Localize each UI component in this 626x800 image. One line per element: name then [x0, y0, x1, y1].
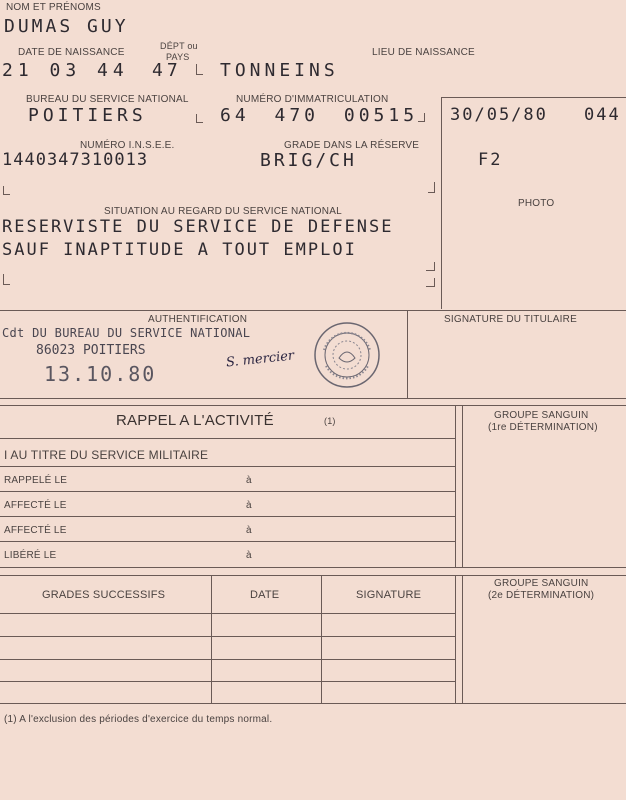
grades-bottom-line [0, 703, 626, 704]
grades-col-line [321, 575, 322, 703]
name-label: NOM ET PRÉNOMS [6, 2, 101, 13]
rappel-note-ref: (1) [324, 416, 336, 426]
immat-label: NUMÉRO D'IMMATRICULATION [236, 94, 389, 105]
dept-value: 47 [152, 60, 182, 81]
auth-divider [407, 310, 408, 398]
photo-box-left [441, 97, 442, 309]
rappel-title: RAPPEL A L'ACTIVITÉ [116, 412, 274, 429]
signature-titulaire-label: SIGNATURE DU TITULAIRE [444, 314, 577, 325]
rappel-row-label: AFFECTÉ LE [4, 500, 67, 511]
rappel-row-a: à [246, 525, 252, 536]
footnote: (1) A l'exclusion des périodes d'exercice du temps normal. [4, 714, 273, 725]
insee-value: 1440347310013 [2, 150, 149, 170]
rappel-divider-2 [462, 405, 463, 568]
grades-row-line [0, 659, 455, 660]
birthplace-label: LIEU DE NAISSANCE [372, 47, 475, 58]
rappel-row-a: à [246, 500, 252, 511]
groupe1-line-1: GROUPE SANGUIN [494, 410, 589, 421]
field-bracket [426, 262, 435, 271]
row-line [0, 541, 455, 542]
dept-label-2: PAYS [166, 52, 190, 62]
dept-label: DÉPT ou [160, 41, 198, 51]
situation-line-1: RESERVISTE DU SERVICE DE DEFENSE [2, 217, 394, 237]
situation-label: SITUATION AU REGARD DU SERVICE NATIONAL [104, 206, 342, 217]
stamp-line-1: Cdt DU BUREAU DU SERVICE NATIONAL [2, 326, 251, 340]
stamp-line-2: 86023 POITIERS [36, 343, 146, 358]
groupe1-line-2: (1re DÉTERMINATION) [488, 422, 598, 433]
rappel-row-a: à [246, 550, 252, 561]
rappel-divider [455, 405, 456, 568]
groupe2-line-1: GROUPE SANGUIN [494, 578, 589, 589]
grades-col-line [211, 575, 212, 703]
row-line [0, 491, 455, 492]
grade-value: BRIG/CH [260, 150, 357, 171]
grades-top-line [0, 575, 626, 576]
grades-divider-2 [462, 575, 463, 703]
rappel-row-label: AFFECTÉ LE [4, 525, 67, 536]
situation-line-2: SAUF INAPTITUDE A TOUT EMPLOI [2, 240, 357, 260]
rappel-row-label: RAPPELÉ LE [4, 475, 68, 486]
rappel-top-line [0, 405, 626, 406]
grades-col-3: SIGNATURE [356, 589, 422, 601]
bureau-label: BUREAU DU SERVICE NATIONAL [26, 94, 189, 105]
photo-box-top [441, 97, 626, 98]
photo-label: PHOTO [518, 198, 555, 209]
rappel-bottom-line [0, 567, 626, 568]
bureau-value: POITIERS [28, 105, 147, 126]
rappel-section-line [0, 466, 455, 467]
grades-row-line [0, 613, 455, 614]
grades-col-1: GRADES SUCCESSIFS [42, 589, 166, 601]
signature: S. mercier [225, 348, 295, 371]
insee-label: NUMÉRO I.N.S.E.E. [80, 140, 175, 151]
side-number: 044 [584, 105, 621, 125]
field-bracket [196, 114, 203, 123]
auth-top-line [0, 310, 626, 311]
official-seal-icon [312, 320, 382, 390]
rappel-row-a: à [246, 475, 252, 486]
grades-col-2: DATE [250, 589, 280, 601]
dob-label: DATE DE NAISSANCE [18, 47, 125, 58]
grades-row-line [0, 681, 455, 682]
birthplace-value: TONNEINS [220, 60, 339, 81]
rappel-row-label: LIBÉRÉ LE [4, 550, 57, 561]
field-bracket [426, 278, 435, 287]
grades-row-line [0, 636, 455, 637]
grade-label: GRADE DANS LA RÉSERVE [284, 140, 420, 151]
auth-label: AUTHENTIFICATION [148, 314, 248, 325]
auth-bottom-line [0, 398, 626, 399]
dob-value: 21 03 44 [2, 60, 129, 81]
stamp-date: 13.10.80 [44, 362, 157, 386]
field-bracket [3, 274, 10, 285]
groupe2-line-2: (2e DÉTERMINATION) [488, 590, 595, 601]
field-bracket [196, 64, 203, 75]
field-bracket [428, 182, 435, 193]
side-date: 30/05/80 [450, 105, 548, 125]
rappel-title-line [0, 438, 455, 439]
field-bracket [3, 186, 10, 195]
side-code: F2 [478, 150, 503, 170]
name-value: DUMAS GUY [4, 16, 129, 37]
grades-divider [455, 575, 456, 703]
field-bracket [418, 113, 425, 122]
immat-value: 64 470 00515 [220, 105, 419, 126]
row-line [0, 516, 455, 517]
rappel-section: I AU TITRE DU SERVICE MILITAIRE [4, 448, 209, 462]
